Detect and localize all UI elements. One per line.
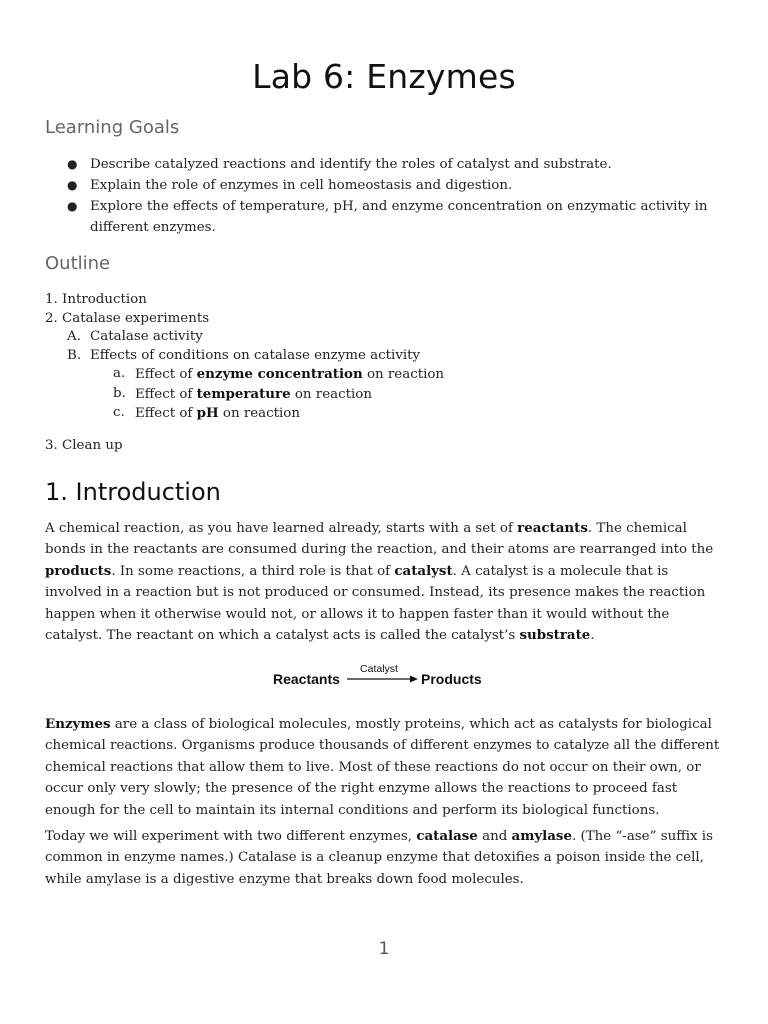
list-item: ● Describe catalyzed reactions and identify the roles of catalyst and substrate.	[45, 154, 723, 175]
outline-list	[45, 291, 723, 455]
learning-goals-heading: Learning Goals	[45, 117, 180, 138]
products-label: Products	[421, 671, 482, 687]
reactants-label: Reactants	[273, 671, 340, 687]
bullet-icon: ●	[67, 178, 78, 192]
learning-goals-list	[45, 154, 723, 238]
outline-item: 2. Catalase experiments	[45, 310, 210, 326]
bullet-icon: ●	[67, 157, 78, 171]
catalyst-label: Catalyst	[360, 663, 398, 675]
page-number: 1	[378, 939, 390, 959]
list-item: ● Explore the effects of temperature, pH, and enzyme concentration on enzymatic activity in different enzymes.	[45, 196, 723, 238]
intro-paragraph-1: A chemical reaction, as you have learned already, starts with a set of reactants. The chemical bonds in the reactants are consumed during the reaction, and their atoms are rearranged into the products. In some reactions, a third role is that of catalyst. A catalyst is a molecule that is involved in a reaction but is not produced or consumed. Instead, its presence makes the reaction happen when it otherwise would not, or allows it to happen faster than it would without the catalyst. The reactant on which a catalyst acts is called the catalyst’s substrate.	[45, 520, 714, 644]
introduction-heading: 1. Introduction	[45, 478, 221, 506]
arrow-head-icon	[410, 676, 418, 683]
outline-item: 3. Clean up	[45, 437, 123, 453]
list-item: ● Explain the role of enzymes in cell homeostasis and digestion.	[45, 175, 723, 196]
page-title: Lab 6: Enzymes	[252, 57, 516, 96]
outline-subitem: b. Effect of temperature on reaction	[113, 385, 372, 402]
outline-item: A. Catalase activity	[67, 329, 203, 344]
outline-subitem: a. Effect of enzyme concentration on reaction	[113, 366, 445, 382]
outline-item: 1. Introduction	[45, 292, 147, 307]
outline-item: B. Effects of conditions on catalase enzyme activity	[67, 347, 421, 363]
reaction-diagram	[273, 660, 493, 692]
outline-subitem: c. Effect of pH on reaction	[113, 405, 300, 421]
bullet-icon: ●	[67, 199, 78, 213]
intro-paragraph-2: Enzymes are a class of biological molecules, mostly proteins, which act as catalysts for biological chemical reactions. Organisms produce thousands of different enzymes to catalyze all the different chemical reactions that allow them to live. Most of these reactions do not occur on their own, or occur only very slowly; the presence of the right enzyme allows the reactions to proceed fast enough for the cell to maintain its internal conditions and perform its biological functions.	[45, 716, 720, 818]
outline-heading: Outline	[45, 253, 111, 274]
intro-paragraph-3: Today we will experiment with two different enzymes, catalase and amylase. (The “-ase” suffix is common in enzyme names.) Catalase is a cleanup enzyme that detoxifies a poison inside the cell, while amylase is a digestive enzyme that breaks down food molecules.	[45, 828, 713, 887]
